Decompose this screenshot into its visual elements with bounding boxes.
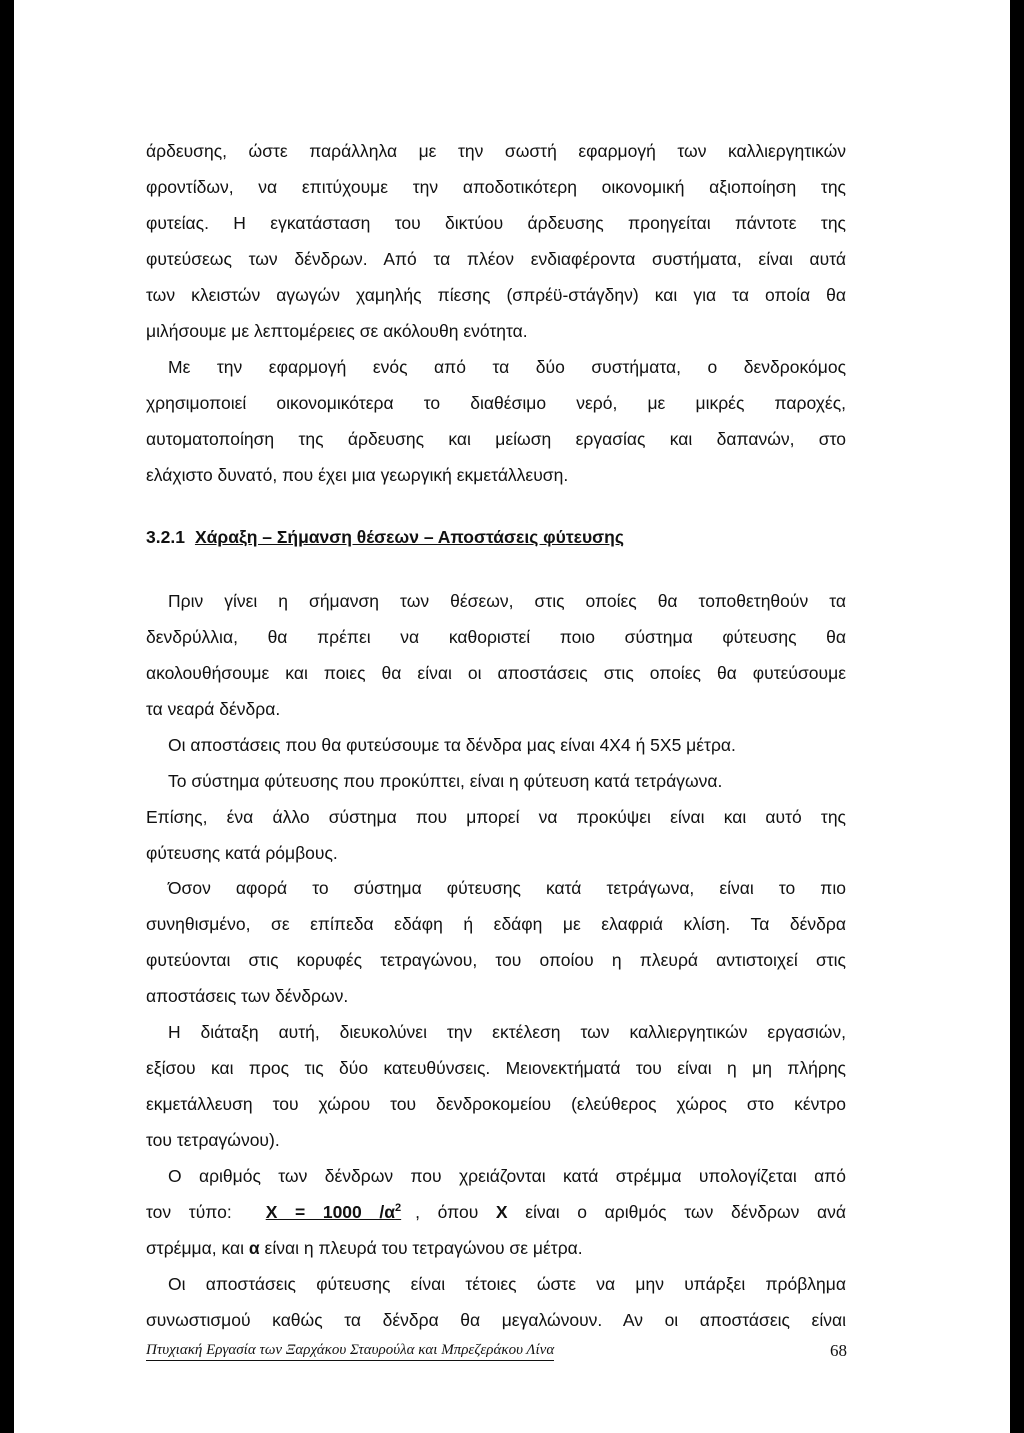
section-number: 3.2.1 xyxy=(146,527,185,547)
paragraph-8-line: συνωστισμού καθώς τα δένδρα θα μεγαλώνουν. Αν οι αποστάσεις είναι xyxy=(146,1310,846,1330)
paragraph-1-line: φροντίδων, να επιτύχουμε την αποδοτικότερη οικονομική αξιοποίηση της xyxy=(146,177,846,197)
distances-line: Οι αποστάσεις που θα φυτεύσουμε τα δένδρα μας είναι 4Χ4 ή 5Χ5 μέτρα. xyxy=(168,735,736,755)
paragraph-5-line: Όσον αφορά το σύστημα φύτευσης κατά τετράγωνα, είναι το πιο xyxy=(168,878,846,898)
paragraph-6-line: Η διάταξη αυτή, διευκολύνει την εκτέλεση των καλλιεργητικών εργασιών, xyxy=(168,1022,846,1042)
line-3-end: είναι η πλευρά του τετραγώνου σε μέτρα. xyxy=(264,1238,583,1258)
paragraph-2-line: Με την εφαρμογή ενός από τα δύο συστήματα, ο δενδροκόμος xyxy=(168,357,846,377)
page-number: 68 xyxy=(830,1341,847,1360)
paragraph-1-line: φυτείας. Η εγκατάσταση του δικτύου άρδευσης προηγείται πάντοτε της xyxy=(146,213,846,233)
paragraph-7-line xyxy=(146,1237,583,1259)
paragraph-8-line: Οι αποστάσεις φύτευσης είναι τέτοιες ώστε να μην υπάρξει πρόβλημα xyxy=(168,1274,846,1294)
paragraph-4-line: φύτευσης κατά ρόμβους. xyxy=(146,843,338,863)
formula xyxy=(266,1202,401,1222)
section-title: Χάραξη – Σήμανση θέσεων – Αποστάσεις φύτευσης xyxy=(194,527,624,547)
paragraph-6-line: εξίσου και προς τις δύο κατευθύνσεις. Μειονεκτήματά του είναι η μη πλήρης xyxy=(146,1058,846,1078)
paragraph-2-line: αυτοματοποίηση της άρδευσης και μείωση εργασίας και δαπανών, στο xyxy=(146,429,846,449)
paragraph-3-line: τα νεαρά δένδρα. xyxy=(146,699,281,719)
paragraph-5-line: συνηθισμένο, σε επίπεδα εδάφη ή εδάφη με ελαφριά κλίση. Τα δένδρα xyxy=(146,914,846,934)
formula-exponent: 2 xyxy=(395,1202,402,1214)
paragraph-3-line: δενδρύλλια, θα πρέπει να καθοριστεί ποιο σύστημα φύτευσης θα xyxy=(146,627,846,647)
paragraph-3-line: Πριν γίνει η σήμανση των θέσεων, στις οποίες θα τοποθετηθούν τα xyxy=(168,591,846,611)
paragraph-2-line: χρησιμοποιεί οικονομικότερα το διαθέσιμο νερό, με μικρές παροχές, xyxy=(146,393,846,413)
formula-prefix: τον τύπο: xyxy=(146,1202,232,1222)
formula-line xyxy=(146,1201,846,1223)
paragraph-3-line: ακολουθήσουμε και ποιες θα είναι οι αποστάσεις στις οποίες θα φυτεύσουμε xyxy=(146,663,846,683)
paragraph-1-line: άρδευσης, ώστε παράλληλα με την σωστή εφαρμογή των καλλιεργητικών xyxy=(146,141,846,161)
formula-mid-1: , όπου xyxy=(415,1202,479,1222)
paragraph-5-line: αποστάσεις των δένδρων. xyxy=(146,986,349,1006)
paragraph-1-line: φυτεύσεως των δένδρων. Από τα πλέον ενδιαφέροντα συστήματα, είναι αυτά xyxy=(146,249,846,269)
paragraph-4-line: Επίσης, ένα άλλο σύστημα που μπορεί να προκύψει είναι και αυτό της xyxy=(146,807,846,827)
variable-a: α xyxy=(248,1238,260,1258)
paragraph-1-line: μιλήσουμε με λεπτομέρειες σε ακόλουθη ενότητα. xyxy=(146,321,528,341)
paragraph-2-line: ελάχιστο δυνατό, που έχει μια γεωργική εκμετάλλευση. xyxy=(146,465,569,485)
line-3-start: στρέμμα, και xyxy=(146,1238,245,1258)
section-heading xyxy=(146,526,624,548)
paragraph-6-line: εκμετάλλευση του χώρου του δενδροκομείου (ελεύθερος χώρος στο κέντρο xyxy=(146,1094,846,1114)
system-line: Το σύστημα φύτευσης που προκύπτει, είναι η φύτευση κατά τετράγωνα. xyxy=(168,771,723,791)
variable-x: Χ xyxy=(495,1202,508,1222)
footer-text: Πτυχιακή Εργασία των Ξαρχάκου Σταυρούλα και Μπρεζεράκου Λίνα xyxy=(146,1340,554,1361)
paragraph-6-line: του τετραγώνου). xyxy=(146,1130,280,1150)
formula-expression: Χ = 1000 /α xyxy=(265,1202,396,1222)
paragraph-5-line: φυτεύονται στις κορυφές τετραγώνου, του οποίου η πλευρά αντιστοιχεί στις xyxy=(146,950,846,970)
formula-mid-2: είναι ο αριθμός των δένδρων ανά xyxy=(525,1202,846,1222)
paragraph-1-line: των κλειστών αγωγών χαμηλής πίεσης (σπρέϋ-στάγδην) και για τα οποία θα xyxy=(146,285,846,305)
paragraph-7-line: Ο αριθμός των δένδρων που χρειάζονται κατά στρέμμα υπολογίζεται από xyxy=(168,1166,846,1186)
